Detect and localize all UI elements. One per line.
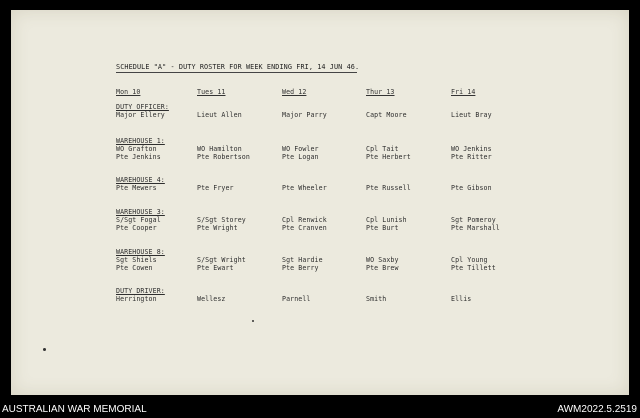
roster-name: Sgt Hardie xyxy=(282,256,323,264)
roster-name: Pte Wright xyxy=(197,224,238,232)
roster-cell xyxy=(366,216,407,232)
roster-cell xyxy=(197,184,234,192)
roster-name: Pte Russell xyxy=(366,184,411,192)
roster-cell xyxy=(116,103,169,119)
roster-cell xyxy=(116,137,165,161)
roster-cell xyxy=(197,216,246,232)
day-header: Tues 11 xyxy=(197,88,226,96)
footer-credit: AUSTRALIAN WAR MEMORIAL xyxy=(2,404,147,415)
roster-name: Pte Cranven xyxy=(282,224,327,232)
footer-accession-number: AWM2022.5.2519 xyxy=(557,404,637,415)
title-underline xyxy=(116,72,357,73)
roster-name: Cpl Lunish xyxy=(366,216,407,224)
roster-name: Pte Tillett xyxy=(451,264,496,272)
roster-cell xyxy=(116,248,165,272)
day-header: Thur 13 xyxy=(366,88,395,96)
day-header: Fri 14 xyxy=(451,88,476,96)
roster-name: Parnell xyxy=(282,295,311,303)
roster-cell xyxy=(451,216,500,232)
roster-name: Major Ellery xyxy=(116,111,165,119)
roster-cell xyxy=(282,295,311,303)
roster-name: WO Jenkins xyxy=(451,145,492,153)
roster-name: WO Saxby xyxy=(366,256,399,264)
roster-name: Pte Burt xyxy=(366,224,399,232)
roster-cell xyxy=(366,111,407,119)
roster-name: Pte Marshall xyxy=(451,224,500,232)
roster-cell xyxy=(197,295,226,303)
roster-name: Pte Wheeler xyxy=(282,184,327,192)
section-label: WAREHOUSE 3: xyxy=(116,208,165,216)
roster-name: Pte Ritter xyxy=(451,153,492,161)
roster-name: Cpl Young xyxy=(451,256,488,264)
roster-cell xyxy=(282,111,327,119)
roster-cell xyxy=(282,216,327,232)
roster-name: Sgt Pomeroy xyxy=(451,216,496,224)
roster-name: Pte Logan xyxy=(282,153,319,161)
roster-cell xyxy=(197,111,242,119)
roster-name: Herrington xyxy=(116,295,157,303)
roster-name: Pte Berry xyxy=(282,264,319,272)
roster-name: Pte Jenkins xyxy=(116,153,161,161)
roster-cell xyxy=(366,145,411,161)
roster-name: Pte Herbert xyxy=(366,153,411,161)
section-label: WAREHOUSE 4: xyxy=(116,176,165,184)
roster-name: WO Hamilton xyxy=(197,145,242,153)
roster-name: Ellis xyxy=(451,295,472,303)
roster-cell xyxy=(451,256,496,272)
roster-cell xyxy=(197,145,250,161)
roster-name: Pte Brew xyxy=(366,264,399,272)
day-header: Wed 12 xyxy=(282,88,307,96)
paper-speck xyxy=(252,320,254,322)
section-label: DUTY DRIVER: xyxy=(116,287,165,295)
roster-name: Pte Gibson xyxy=(451,184,492,192)
roster-name: Cpl Tait xyxy=(366,145,399,153)
roster-name: Pte Cowen xyxy=(116,264,153,272)
roster-cell xyxy=(197,256,246,272)
roster-name: S/Sgt Wright xyxy=(197,256,246,264)
roster-cell xyxy=(366,184,411,192)
roster-cell xyxy=(366,256,399,272)
roster-cell xyxy=(116,287,165,303)
roster-cell xyxy=(282,184,327,192)
roster-name: WO Grafton xyxy=(116,145,157,153)
roster-cell xyxy=(282,145,319,161)
roster-cell xyxy=(451,111,492,119)
paper-speck xyxy=(43,348,46,351)
roster-cell xyxy=(451,295,471,303)
roster-title: SCHEDULE "A" - DUTY ROSTER FOR WEEK ENDING FRI, 14 JUN 46. xyxy=(116,63,360,71)
section-label: DUTY OFFICER: xyxy=(116,103,169,111)
roster-name: Sgt Shiels xyxy=(116,256,157,264)
roster-cell xyxy=(116,176,165,192)
roster-cell xyxy=(116,208,165,232)
day-header: Mon 10 xyxy=(116,88,141,96)
roster-name: S/Sgt Storey xyxy=(197,216,246,224)
roster-name: Lieut Allen xyxy=(197,111,242,119)
roster-name: Smith xyxy=(366,295,387,303)
section-label: WAREHOUSE 8: xyxy=(116,248,165,256)
roster-name: Lieut Bray xyxy=(451,111,492,119)
section-label: WAREHOUSE 1: xyxy=(116,137,165,145)
roster-cell xyxy=(451,145,492,161)
roster-name: Pte Ewart xyxy=(197,264,234,272)
roster-name: Major Parry xyxy=(282,111,327,119)
roster-cell xyxy=(282,256,323,272)
roster-name: S/Sgt Fogal xyxy=(116,216,161,224)
roster-name: WO Fowler xyxy=(282,145,319,153)
roster-cell xyxy=(366,295,386,303)
roster-name: Capt Moore xyxy=(366,111,407,119)
roster-name: Pte Fryer xyxy=(197,184,234,192)
roster-name: Pte Robertson xyxy=(197,153,250,161)
roster-name: Pte Mewers xyxy=(116,184,157,192)
roster-name: Cpl Renwick xyxy=(282,216,327,224)
roster-name: Pte Cooper xyxy=(116,224,157,232)
roster-cell xyxy=(451,184,492,192)
roster-name: Wellesz xyxy=(197,295,226,303)
